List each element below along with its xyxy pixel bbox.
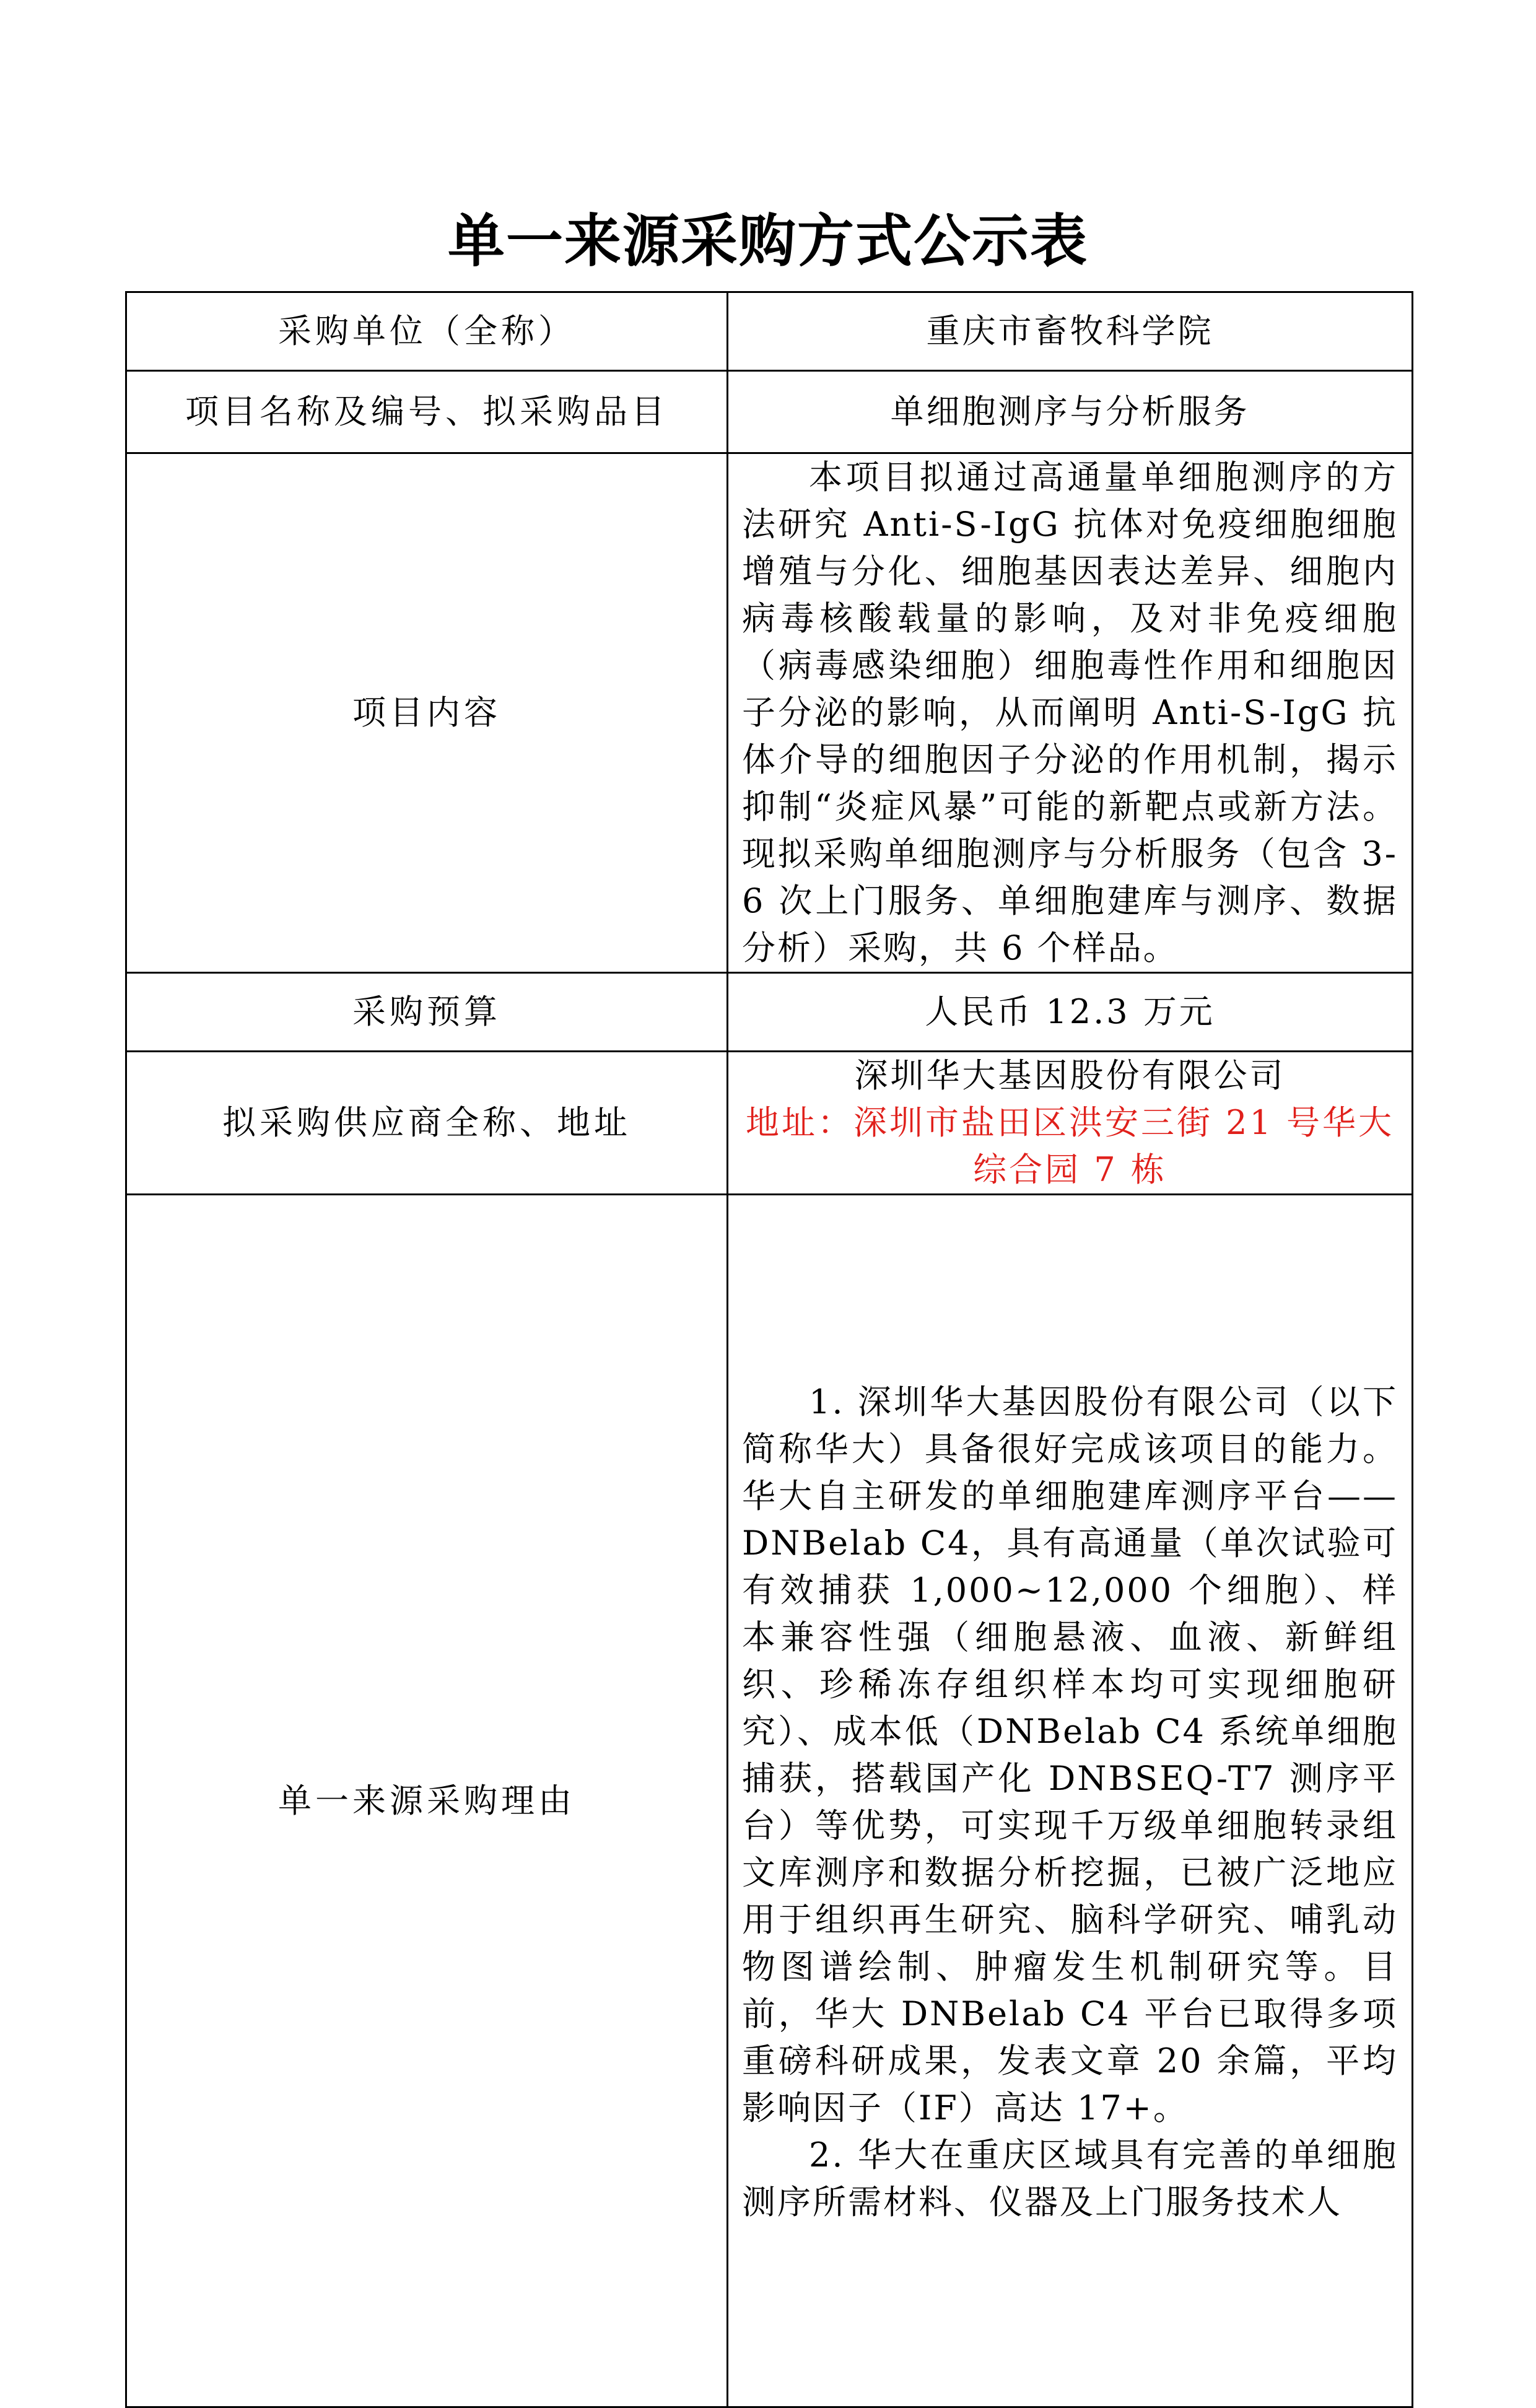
supplier-address: 地址：深圳市盐田区洪安三街 21 号华大综合园 7 栋 [745, 1103, 1395, 1189]
table-row-project-content [126, 453, 1413, 973]
page-title: 单一来源采购方式公示表 [447, 208, 1088, 274]
project-content-text: 本项目拟通过高通量单细胞测序的方法研究 Anti-S-IgG 抗体对免疫细胞细胞增殖与分化、细胞基因表达差异、细胞内病毒核酸载量的影响，及对非免疫细胞（病毒感染细胞）细胞毒性作用和细胞因子分泌的影响，从而阐明 Anti-S-IgG 抗体介导的细胞因子分泌的作用机制，揭示抑制“炎症风暴”可能的新靶点或新方法。现拟采购单细胞测序与分析服务（包含 3-6 次上门服务、单细胞建库与测序、数据分析）采购，共 6 个样品。 [742, 458, 1398, 967]
supplier-name: 深圳华大基因股份有限公司 [854, 1056, 1286, 1095]
table-row-budget [126, 973, 1413, 1052]
supplier-label: 拟采购供应商全称、地址 [126, 1052, 728, 1195]
project-content-label: 项目内容 [126, 453, 728, 973]
budget-label: 采购预算 [126, 973, 728, 1052]
project-content-value [728, 453, 1413, 973]
procuring-unit-label: 采购单位（全称） [126, 292, 728, 371]
table-row-sole-source-reason [126, 1195, 1413, 2407]
sole-source-reason-label: 单一来源采购理由 [126, 1195, 728, 2407]
table-row-project-name [126, 371, 1413, 453]
procuring-unit-value: 重庆市畜牧科学院 [728, 292, 1413, 371]
reason-paragraph-2: 2. 华大在重庆区域具有完善的单细胞测序所需材料、仪器及上门服务技术人 [742, 2135, 1398, 2222]
sole-source-reason-value [728, 1195, 1413, 2407]
project-name-label: 项目名称及编号、拟采购品目 [126, 371, 728, 453]
project-name-value: 单细胞测序与分析服务 [728, 371, 1413, 453]
procurement-table [125, 291, 1413, 2408]
budget-value: 人民币 12.3 万元 [728, 973, 1413, 1052]
table-row-procuring-unit [126, 292, 1413, 371]
supplier-value [728, 1052, 1413, 1195]
reason-paragraph-1: 1. 深圳华大基因股份有限公司（以下简称华大）具备很好完成该项目的能力。华大自主研发的单细胞建库测序平台——DNBelab C4，具有高通量（单次试验可有效捕获 1,000~12,000 个细胞）、样本兼容性强（细胞悬液、血液、新鲜组织、珍稀冻存组织样本均可实现细胞研究）、成本低（DNBelab C4 系统单细胞捕获，搭载国产化 DNBSEQ-T7 测序平台）等优势，可实现千万级单细胞转录组文库测序和数据分析挖掘，已被广泛地应用于组织再生研究、脑科学研究、哺乳动物图谱绘制、肿瘤发生机制研究等。目前，华大 DNBelab C4 平台已取得多项重磅科研成果，发表文章 20 余篇，平均影响因子（IF）高达 17+。 [742, 1382, 1398, 2127]
table-row-supplier [126, 1052, 1413, 1195]
